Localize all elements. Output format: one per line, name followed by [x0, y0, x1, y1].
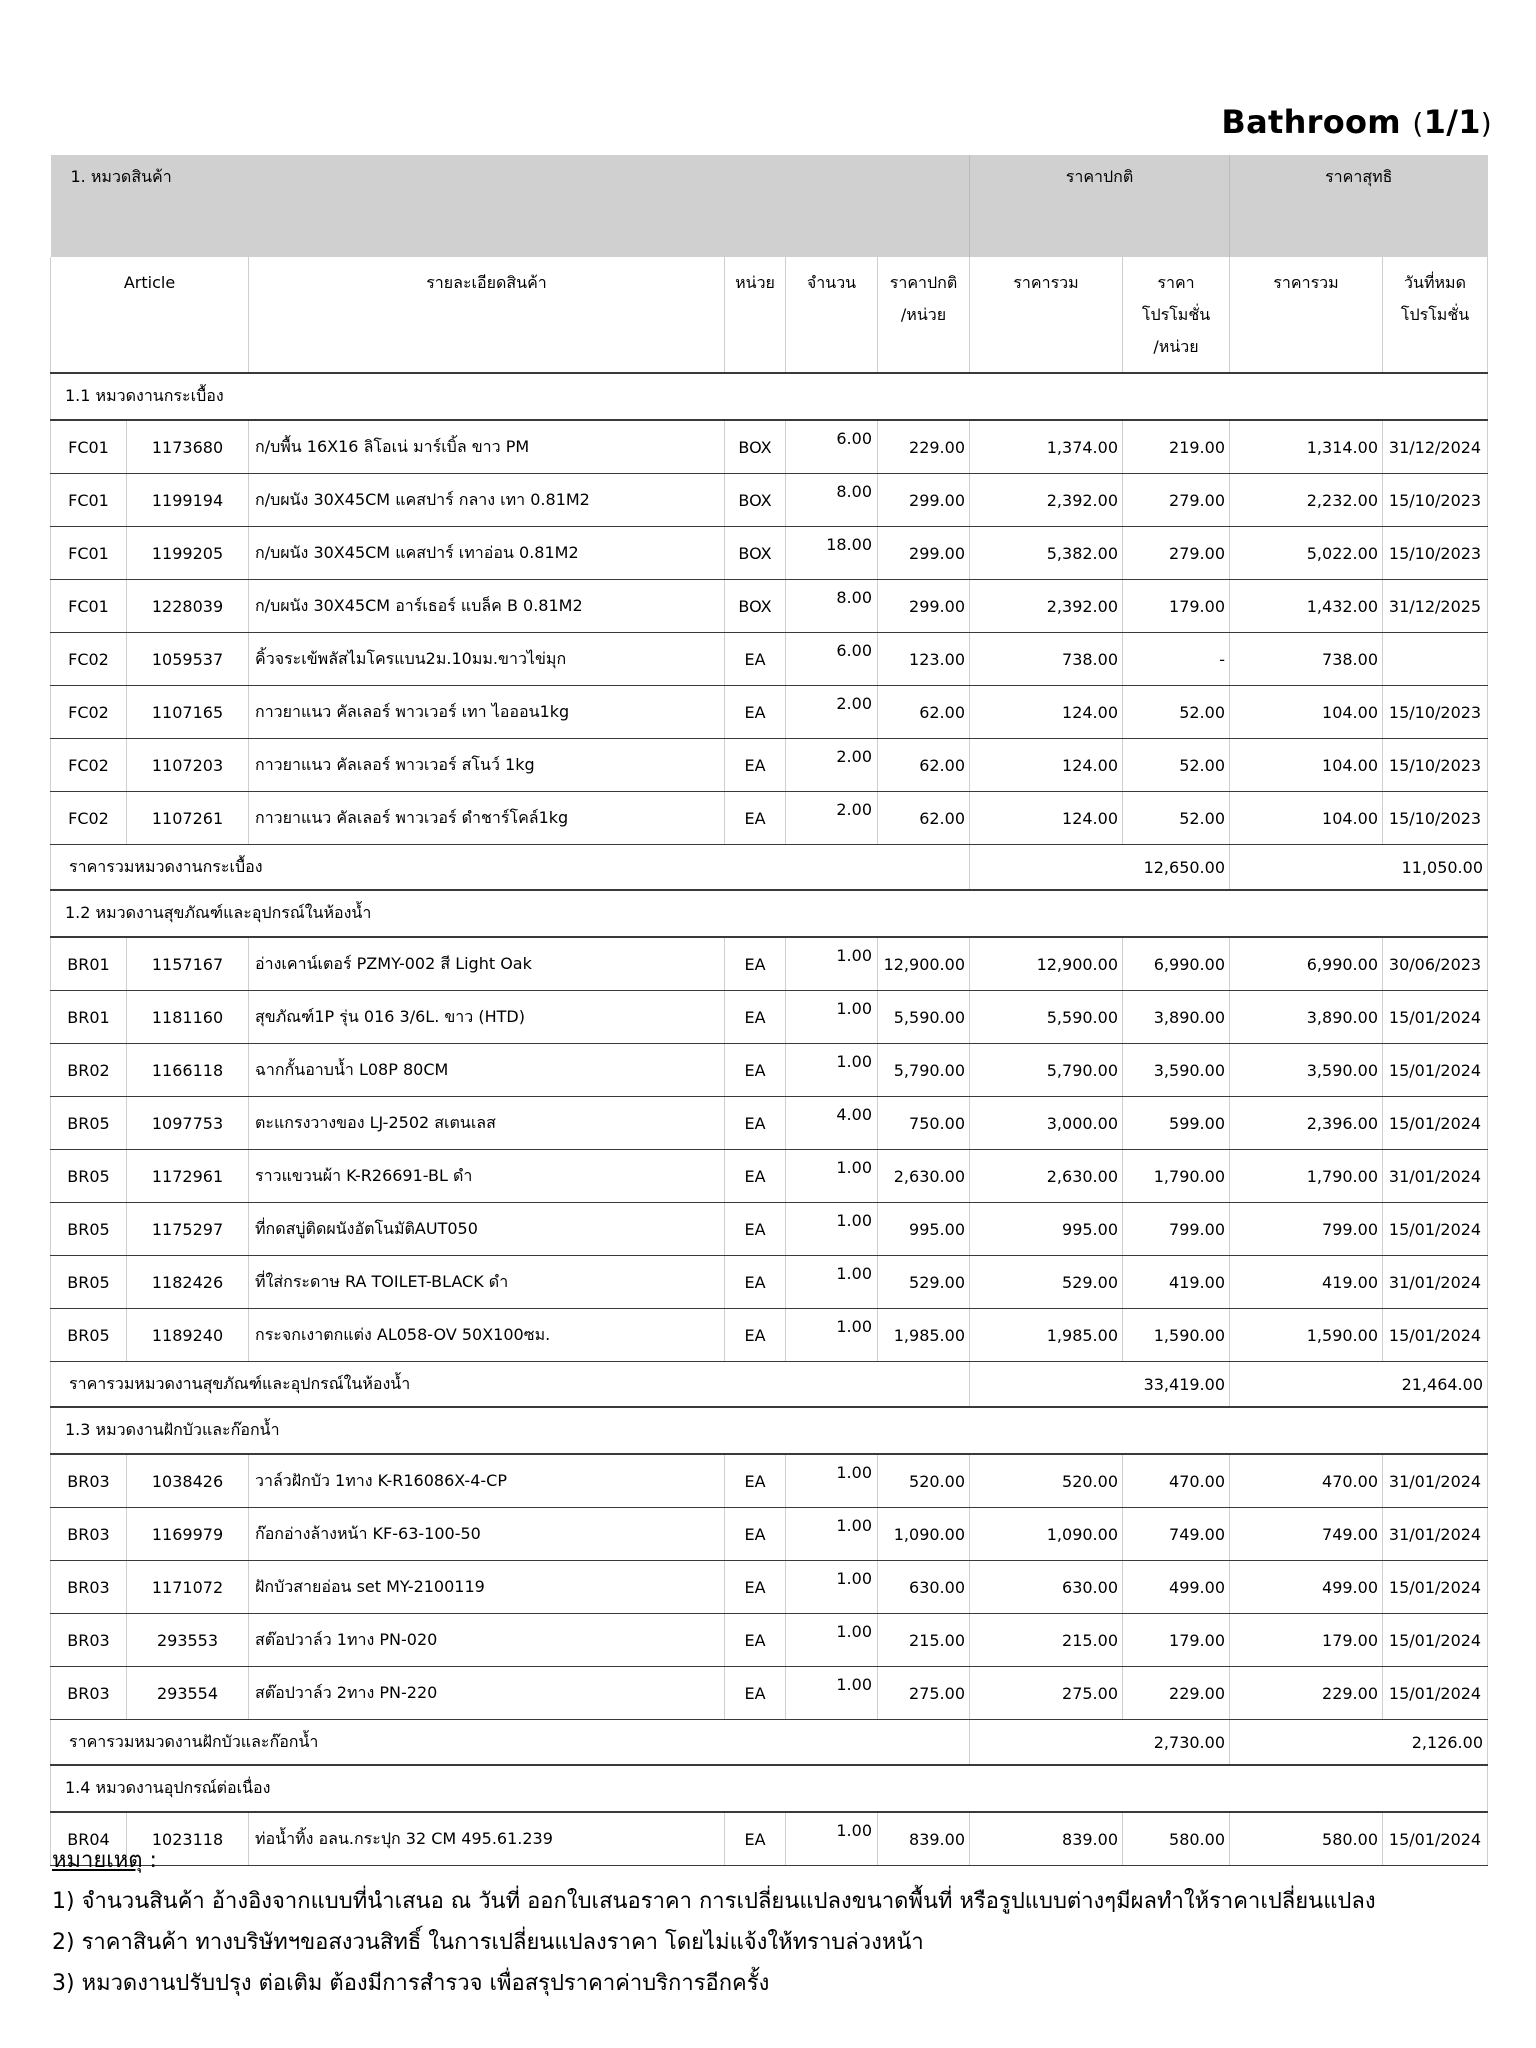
- section-title: 1.4 หมวดงานอุปกรณ์ต่อเนื่อง: [51, 1765, 1488, 1812]
- section-title: 1.1 หมวดงานกระเบื้อง: [51, 373, 1488, 420]
- item-unit: EA: [725, 1454, 786, 1508]
- item-description: สุขภัณฑ์1P รุ่น 016 3/6L. ขาว (HTD): [249, 991, 725, 1044]
- item-promo-price: 3,590.00: [1123, 1044, 1230, 1097]
- subtotal-label: ราคารวมหมวดงานฝักบัวและก๊อกน้ำ: [51, 1720, 970, 1766]
- item-qty: 1.00: [786, 1150, 878, 1203]
- item-promo-price: 1,590.00: [1123, 1309, 1230, 1362]
- item-unit: BOX: [725, 580, 786, 633]
- item-total: 995.00: [970, 1203, 1123, 1256]
- item-promo-end: [1383, 633, 1488, 686]
- item-unit-price: 62.00: [878, 792, 970, 845]
- section-title: 1.3 หมวดงานฝักบัวและก๊อกน้ำ: [51, 1407, 1488, 1454]
- item-description: ก/บพื้น 16X16 ลิโอเน่ มาร์เบิ้ล ขาว PM: [249, 420, 725, 474]
- item-promo-total: 799.00: [1230, 1203, 1383, 1256]
- item-unit: EA: [725, 1667, 786, 1720]
- item-promo-price: 749.00: [1123, 1508, 1230, 1561]
- item-total: 215.00: [970, 1614, 1123, 1667]
- item-total: 520.00: [970, 1454, 1123, 1508]
- item-unit: EA: [725, 1561, 786, 1614]
- item-unit-price: 229.00: [878, 420, 970, 474]
- table-row: [51, 1454, 1488, 1508]
- item-description: ที่ใส่กระดาษ RA TOILET-BLACK ดำ: [249, 1256, 725, 1309]
- item-unit-price: 299.00: [878, 527, 970, 580]
- item-article: 1189240: [127, 1309, 249, 1362]
- table-row: [51, 633, 1488, 686]
- item-promo-price: 229.00: [1123, 1667, 1230, 1720]
- item-unit: EA: [725, 1150, 786, 1203]
- item-unit-price: 750.00: [878, 1097, 970, 1150]
- table-row: [51, 1614, 1488, 1667]
- item-unit-price: 12,900.00: [878, 937, 970, 991]
- item-unit: EA: [725, 1097, 786, 1150]
- item-promo-end: 15/01/2024: [1383, 1561, 1488, 1614]
- item-total: 2,630.00: [970, 1150, 1123, 1203]
- item-qty: 1.00: [786, 1044, 878, 1097]
- item-description: กาวยาแนว คัลเลอร์ พาวเวอร์ ดำชาร์โคล์1kg: [249, 792, 725, 845]
- item-description: ฝักบัวสายอ่อน set MY-2100119: [249, 1561, 725, 1614]
- table-row: [51, 1097, 1488, 1150]
- item-unit: EA: [725, 1812, 786, 1866]
- item-total: 5,790.00: [970, 1044, 1123, 1097]
- item-qty: 1.00: [786, 991, 878, 1044]
- item-promo-price: 279.00: [1123, 474, 1230, 527]
- item-promo-price: 279.00: [1123, 527, 1230, 580]
- table-row: [51, 792, 1488, 845]
- item-promo-price: 179.00: [1123, 1614, 1230, 1667]
- item-promo-price: 599.00: [1123, 1097, 1230, 1150]
- item-group: BR05: [51, 1256, 127, 1309]
- item-group: BR01: [51, 991, 127, 1044]
- item-promo-total: 1,790.00: [1230, 1150, 1383, 1203]
- item-promo-price: 3,890.00: [1123, 991, 1230, 1044]
- item-promo-end: 15/10/2023: [1383, 739, 1488, 792]
- item-promo-price: 52.00: [1123, 739, 1230, 792]
- item-unit-price: 529.00: [878, 1256, 970, 1309]
- col-promo-end-line1: วันที่หมด: [1404, 273, 1466, 292]
- item-group: BR05: [51, 1097, 127, 1150]
- item-promo-end: 15/01/2024: [1383, 991, 1488, 1044]
- item-promo-end: 15/01/2024: [1383, 1097, 1488, 1150]
- item-promo-end: 15/01/2024: [1383, 1044, 1488, 1097]
- item-promo-total: 470.00: [1230, 1454, 1383, 1508]
- subtotal-label: ราคารวมหมวดงานกระเบื้อง: [51, 845, 970, 891]
- table-row: [51, 937, 1488, 991]
- item-group: BR05: [51, 1150, 127, 1203]
- item-promo-price: 580.00: [1123, 1812, 1230, 1866]
- quotation-table: [50, 155, 1488, 1866]
- remarks-heading-line: [52, 1840, 1376, 1881]
- item-qty: 1.00: [786, 1203, 878, 1256]
- header-category: 1. หมวดสินค้า: [51, 155, 970, 257]
- item-group: BR03: [51, 1508, 127, 1561]
- item-unit: EA: [725, 1203, 786, 1256]
- item-article: 1182426: [127, 1256, 249, 1309]
- item-promo-end: 15/01/2024: [1383, 1614, 1488, 1667]
- item-article: 1097753: [127, 1097, 249, 1150]
- item-article: 1199205: [127, 527, 249, 580]
- item-unit-price: 2,630.00: [878, 1150, 970, 1203]
- item-article: 1199194: [127, 474, 249, 527]
- remarks-colon: :: [142, 1848, 157, 1873]
- item-promo-end: 15/01/2024: [1383, 1812, 1488, 1866]
- item-description: กาวยาแนว คัลเลอร์ พาวเวอร์ สโนว์ 1kg: [249, 739, 725, 792]
- item-promo-price: 219.00: [1123, 420, 1230, 474]
- item-total: 1,985.00: [970, 1309, 1123, 1362]
- item-article: 1023118: [127, 1812, 249, 1866]
- page-number-close: ): [1480, 107, 1492, 140]
- subtotal-net: 11,050.00: [1230, 845, 1488, 891]
- item-article: 1157167: [127, 937, 249, 991]
- header-net-price: ราคาสุทธิ: [1230, 155, 1488, 257]
- col-promo-price-line1: ราคา: [1157, 273, 1195, 292]
- item-group: FC01: [51, 474, 127, 527]
- item-promo-total: 5,022.00: [1230, 527, 1383, 580]
- item-description: ก๊อกอ่างล้างหน้า KF-63-100-50: [249, 1508, 725, 1561]
- item-promo-total: 104.00: [1230, 792, 1383, 845]
- section-header: [51, 373, 1488, 420]
- item-promo-total: 580.00: [1230, 1812, 1383, 1866]
- item-qty: 8.00: [786, 580, 878, 633]
- item-qty: 1.00: [786, 937, 878, 991]
- item-promo-end: 15/10/2023: [1383, 527, 1488, 580]
- table-row: [51, 420, 1488, 474]
- section-header: [51, 1765, 1488, 1812]
- item-total: 124.00: [970, 686, 1123, 739]
- page-title-text: Bathroom: [1221, 103, 1401, 141]
- item-article: 1169979: [127, 1508, 249, 1561]
- subtotal-row: [51, 845, 1488, 891]
- item-unit-price: 123.00: [878, 633, 970, 686]
- table-row: [51, 1044, 1488, 1097]
- item-promo-end: 15/10/2023: [1383, 474, 1488, 527]
- item-promo-price: 52.00: [1123, 792, 1230, 845]
- item-promo-end: 31/01/2024: [1383, 1454, 1488, 1508]
- item-qty: 2.00: [786, 739, 878, 792]
- item-total: 2,392.00: [970, 580, 1123, 633]
- item-article: 1038426: [127, 1454, 249, 1508]
- col-unit-price: [878, 257, 970, 373]
- item-qty: 2.00: [786, 686, 878, 739]
- item-unit: BOX: [725, 474, 786, 527]
- item-article: 1181160: [127, 991, 249, 1044]
- item-promo-price: -: [1123, 633, 1230, 686]
- subtotal-net: 21,464.00: [1230, 1362, 1488, 1408]
- table-row: [51, 580, 1488, 633]
- item-description: ราวแขวนผ้า K-R26691-BL ดำ: [249, 1150, 725, 1203]
- item-promo-total: 2,232.00: [1230, 474, 1383, 527]
- item-qty: 1.00: [786, 1256, 878, 1309]
- item-group: FC01: [51, 527, 127, 580]
- item-article: 1107165: [127, 686, 249, 739]
- item-promo-total: 749.00: [1230, 1508, 1383, 1561]
- item-promo-total: 1,590.00: [1230, 1309, 1383, 1362]
- item-article: 1107261: [127, 792, 249, 845]
- table-row: [51, 1667, 1488, 1720]
- item-unit-price: 1,985.00: [878, 1309, 970, 1362]
- item-promo-end: 31/12/2025: [1383, 580, 1488, 633]
- item-description: กาวยาแนว คัลเลอร์ พาวเวอร์ เทา ไอออน1kg: [249, 686, 725, 739]
- item-total: 839.00: [970, 1812, 1123, 1866]
- table-row: [51, 1203, 1488, 1256]
- header-normal-price: ราคาปกติ: [970, 155, 1230, 257]
- item-group: BR03: [51, 1454, 127, 1508]
- section-title: 1.2 หมวดงานสุขภัณฑ์และอุปกรณ์ในห้องน้ำ: [51, 890, 1488, 937]
- item-promo-price: 179.00: [1123, 580, 1230, 633]
- item-description: อ่างเคาน์เตอร์ PZMY-002 สี Light Oak: [249, 937, 725, 991]
- item-description: กระจกเงาตกแต่ง AL058-OV 50X100ซม.: [249, 1309, 725, 1362]
- table-row: [51, 1561, 1488, 1614]
- item-group: BR03: [51, 1561, 127, 1614]
- subtotal-row: [51, 1362, 1488, 1408]
- col-total: ราคารวม: [970, 257, 1123, 373]
- table-row: [51, 1309, 1488, 1362]
- page-title: [1221, 103, 1492, 141]
- item-article: 1171072: [127, 1561, 249, 1614]
- col-unit-price-line1: ราคาปกติ: [889, 273, 958, 292]
- item-group: BR03: [51, 1614, 127, 1667]
- item-description: สต๊อปวาล์ว 2ทาง PN-220: [249, 1667, 725, 1720]
- item-description: ตะแกรงวางของ LJ-2502 สเตนเลส: [249, 1097, 725, 1150]
- subtotal-normal: 12,650.00: [970, 845, 1230, 891]
- col-promo-price: [1123, 257, 1230, 373]
- item-unit: EA: [725, 1508, 786, 1561]
- item-unit-price: 299.00: [878, 474, 970, 527]
- item-article: 1166118: [127, 1044, 249, 1097]
- item-description: วาล์วฝักบัว 1ทาง K-R16086X-4-CP: [249, 1454, 725, 1508]
- item-qty: 1.00: [786, 1667, 878, 1720]
- item-unit-price: 5,790.00: [878, 1044, 970, 1097]
- item-qty: 1.00: [786, 1614, 878, 1667]
- table-row: [51, 991, 1488, 1044]
- item-group: BR05: [51, 1203, 127, 1256]
- item-total: 5,590.00: [970, 991, 1123, 1044]
- item-promo-end: 31/01/2024: [1383, 1508, 1488, 1561]
- col-promo-total: ราคารวม: [1230, 257, 1383, 373]
- item-article: 293553: [127, 1614, 249, 1667]
- col-description: รายละเอียดสินค้า: [249, 257, 725, 373]
- item-promo-price: 419.00: [1123, 1256, 1230, 1309]
- item-unit: EA: [725, 1614, 786, 1667]
- col-article: Article: [51, 257, 249, 373]
- item-unit: EA: [725, 686, 786, 739]
- item-promo-end: 31/01/2024: [1383, 1150, 1488, 1203]
- item-article: 1107203: [127, 739, 249, 792]
- item-promo-price: 799.00: [1123, 1203, 1230, 1256]
- item-unit-price: 299.00: [878, 580, 970, 633]
- item-promo-end: 15/10/2023: [1383, 792, 1488, 845]
- item-article: 1175297: [127, 1203, 249, 1256]
- item-total: 275.00: [970, 1667, 1123, 1720]
- item-total: 124.00: [970, 739, 1123, 792]
- page-number-open: (: [1412, 107, 1424, 140]
- item-group: BR04: [51, 1812, 127, 1866]
- col-promo-end-line2: โปรโมชั่น: [1400, 305, 1470, 324]
- table-row: [51, 527, 1488, 580]
- item-promo-end: 15/01/2024: [1383, 1309, 1488, 1362]
- item-promo-price: 470.00: [1123, 1454, 1230, 1508]
- item-qty: 1.00: [786, 1561, 878, 1614]
- item-promo-total: 1,314.00: [1230, 420, 1383, 474]
- item-unit: EA: [725, 633, 786, 686]
- item-qty: 6.00: [786, 633, 878, 686]
- item-unit-price: 995.00: [878, 1203, 970, 1256]
- item-group: FC02: [51, 686, 127, 739]
- item-total: 529.00: [970, 1256, 1123, 1309]
- item-description: ฉากกั้นอาบน้ำ L08P 80CM: [249, 1044, 725, 1097]
- table-column-headers: [51, 257, 1488, 373]
- item-promo-total: 2,396.00: [1230, 1097, 1383, 1150]
- item-unit: EA: [725, 937, 786, 991]
- item-description: ก/บผนัง 30X45CM แคสปาร์ เทาอ่อน 0.81M2: [249, 527, 725, 580]
- table-row: [51, 1508, 1488, 1561]
- item-unit-price: 5,590.00: [878, 991, 970, 1044]
- item-promo-total: 104.00: [1230, 739, 1383, 792]
- item-unit: EA: [725, 991, 786, 1044]
- item-qty: 4.00: [786, 1097, 878, 1150]
- remark-line-3: 3) หมวดงานปรับปรุง ต่อเติม ต้องมีการสำรวจ เพื่อสรุปราคาค่าบริการอีกครั้ง: [52, 1971, 770, 1996]
- item-total: 124.00: [970, 792, 1123, 845]
- item-description: ก/บผนัง 30X45CM แคสปาร์ กลาง เทา 0.81M2: [249, 474, 725, 527]
- col-qty: จำนวน: [786, 257, 878, 373]
- table-row: [51, 686, 1488, 739]
- item-qty: 6.00: [786, 420, 878, 474]
- item-promo-total: 179.00: [1230, 1614, 1383, 1667]
- item-total: 630.00: [970, 1561, 1123, 1614]
- page-number: 1/1: [1423, 103, 1481, 141]
- item-group: BR02: [51, 1044, 127, 1097]
- item-total: 1,374.00: [970, 420, 1123, 474]
- item-unit-price: 520.00: [878, 1454, 970, 1508]
- item-group: BR05: [51, 1309, 127, 1362]
- item-description: คิ้วจระเข้พลัสไมโครแบน2ม.10มม.ขาวไข่มุก: [249, 633, 725, 686]
- item-unit-price: 839.00: [878, 1812, 970, 1866]
- item-promo-end: 31/12/2024: [1383, 420, 1488, 474]
- item-promo-end: 15/10/2023: [1383, 686, 1488, 739]
- item-description: ก/บผนัง 30X45CM อาร์เธอร์ แบล็ค B 0.81M2: [249, 580, 725, 633]
- item-unit-price: 1,090.00: [878, 1508, 970, 1561]
- item-group: FC01: [51, 420, 127, 474]
- remarks: [52, 1840, 1376, 2004]
- item-promo-end: 30/06/2023: [1383, 937, 1488, 991]
- item-unit-price: 62.00: [878, 739, 970, 792]
- table-row: [51, 1150, 1488, 1203]
- item-promo-total: 499.00: [1230, 1561, 1383, 1614]
- item-article: 1173680: [127, 420, 249, 474]
- item-promo-price: 499.00: [1123, 1561, 1230, 1614]
- item-qty: 18.00: [786, 527, 878, 580]
- item-total: 12,900.00: [970, 937, 1123, 991]
- item-group: FC02: [51, 792, 127, 845]
- table-row: [51, 474, 1488, 527]
- item-promo-total: 1,432.00: [1230, 580, 1383, 633]
- table-header-group: [51, 155, 1488, 257]
- item-description: สต๊อปวาล์ว 1ทาง PN-020: [249, 1614, 725, 1667]
- item-qty: 8.00: [786, 474, 878, 527]
- item-promo-price: 6,990.00: [1123, 937, 1230, 991]
- remarks-heading: หมายเหตุ: [52, 1848, 143, 1873]
- item-article: 1172961: [127, 1150, 249, 1203]
- item-unit-price: 630.00: [878, 1561, 970, 1614]
- item-promo-total: 3,890.00: [1230, 991, 1383, 1044]
- item-group: FC02: [51, 739, 127, 792]
- item-total: 1,090.00: [970, 1508, 1123, 1561]
- col-promo-end: [1383, 257, 1488, 373]
- item-article: 1228039: [127, 580, 249, 633]
- section-header: [51, 890, 1488, 937]
- item-total: 5,382.00: [970, 527, 1123, 580]
- item-group: BR01: [51, 937, 127, 991]
- item-description: ท่อน้ำทิ้ง อลน.กระปุก 32 CM 495.61.239: [249, 1812, 725, 1866]
- item-unit: EA: [725, 739, 786, 792]
- item-article: 293554: [127, 1667, 249, 1720]
- item-total: 2,392.00: [970, 474, 1123, 527]
- item-total: 738.00: [970, 633, 1123, 686]
- item-qty: 1.00: [786, 1508, 878, 1561]
- item-unit: EA: [725, 792, 786, 845]
- item-promo-end: 15/01/2024: [1383, 1203, 1488, 1256]
- subtotal-label: ราคารวมหมวดงานสุขภัณฑ์และอุปกรณ์ในห้องน้ำ: [51, 1362, 970, 1408]
- item-promo-total: 419.00: [1230, 1256, 1383, 1309]
- item-unit-price: 215.00: [878, 1614, 970, 1667]
- col-unit-price-line2: /หน่วย: [900, 305, 947, 324]
- item-group: FC02: [51, 633, 127, 686]
- remark-line-1: 1) จำนวนสินค้า อ้างอิงจากแบบที่นำเสนอ ณ วันที่ ออกใบเสนอราคา การเปลี่ยนแปลงขนาดพื้นที่ หรือรูปแบบต่างๆมีผลทำให้ราคาเปลี่ยนแปลง: [52, 1889, 1376, 1914]
- item-unit: BOX: [725, 420, 786, 474]
- table-row: [51, 1256, 1488, 1309]
- item-qty: 1.00: [786, 1309, 878, 1362]
- item-promo-total: 3,590.00: [1230, 1044, 1383, 1097]
- item-unit: EA: [725, 1044, 786, 1097]
- item-description: ที่กดสบู่ติดผนังอัตโนมัติAUT050: [249, 1203, 725, 1256]
- item-promo-end: 31/01/2024: [1383, 1256, 1488, 1309]
- item-qty: 1.00: [786, 1812, 878, 1866]
- item-promo-end: 15/01/2024: [1383, 1667, 1488, 1720]
- item-qty: 2.00: [786, 792, 878, 845]
- remark-line-2: 2) ราคาสินค้า ทางบริษัทฯขอสงวนสิทธิ์ ในการเปลี่ยนแปลงราคา โดยไม่แจ้งให้ทราบล่วงหน้า: [52, 1930, 924, 1955]
- item-promo-total: 104.00: [1230, 686, 1383, 739]
- item-unit: BOX: [725, 527, 786, 580]
- item-unit-price: 275.00: [878, 1667, 970, 1720]
- item-unit-price: 62.00: [878, 686, 970, 739]
- item-promo-total: 229.00: [1230, 1667, 1383, 1720]
- col-promo-price-line3: /หน่วย: [1153, 337, 1199, 356]
- item-unit: EA: [725, 1309, 786, 1362]
- item-total: 3,000.00: [970, 1097, 1123, 1150]
- item-promo-total: 6,990.00: [1230, 937, 1383, 991]
- section-header: [51, 1407, 1488, 1454]
- item-promo-price: 52.00: [1123, 686, 1230, 739]
- item-promo-total: 738.00: [1230, 633, 1383, 686]
- col-unit: หน่วย: [725, 257, 786, 373]
- item-group: FC01: [51, 580, 127, 633]
- item-group: BR03: [51, 1667, 127, 1720]
- item-article: 1059537: [127, 633, 249, 686]
- subtotal-normal: 2,730.00: [970, 1720, 1230, 1766]
- col-promo-price-line2: โปรโมชั่น: [1141, 305, 1211, 324]
- item-unit: EA: [725, 1256, 786, 1309]
- subtotal-normal: 33,419.00: [970, 1362, 1230, 1408]
- subtotal-row: [51, 1720, 1488, 1766]
- subtotal-net: 2,126.00: [1230, 1720, 1488, 1766]
- item-qty: 1.00: [786, 1454, 878, 1508]
- item-promo-price: 1,790.00: [1123, 1150, 1230, 1203]
- table-row: [51, 739, 1488, 792]
